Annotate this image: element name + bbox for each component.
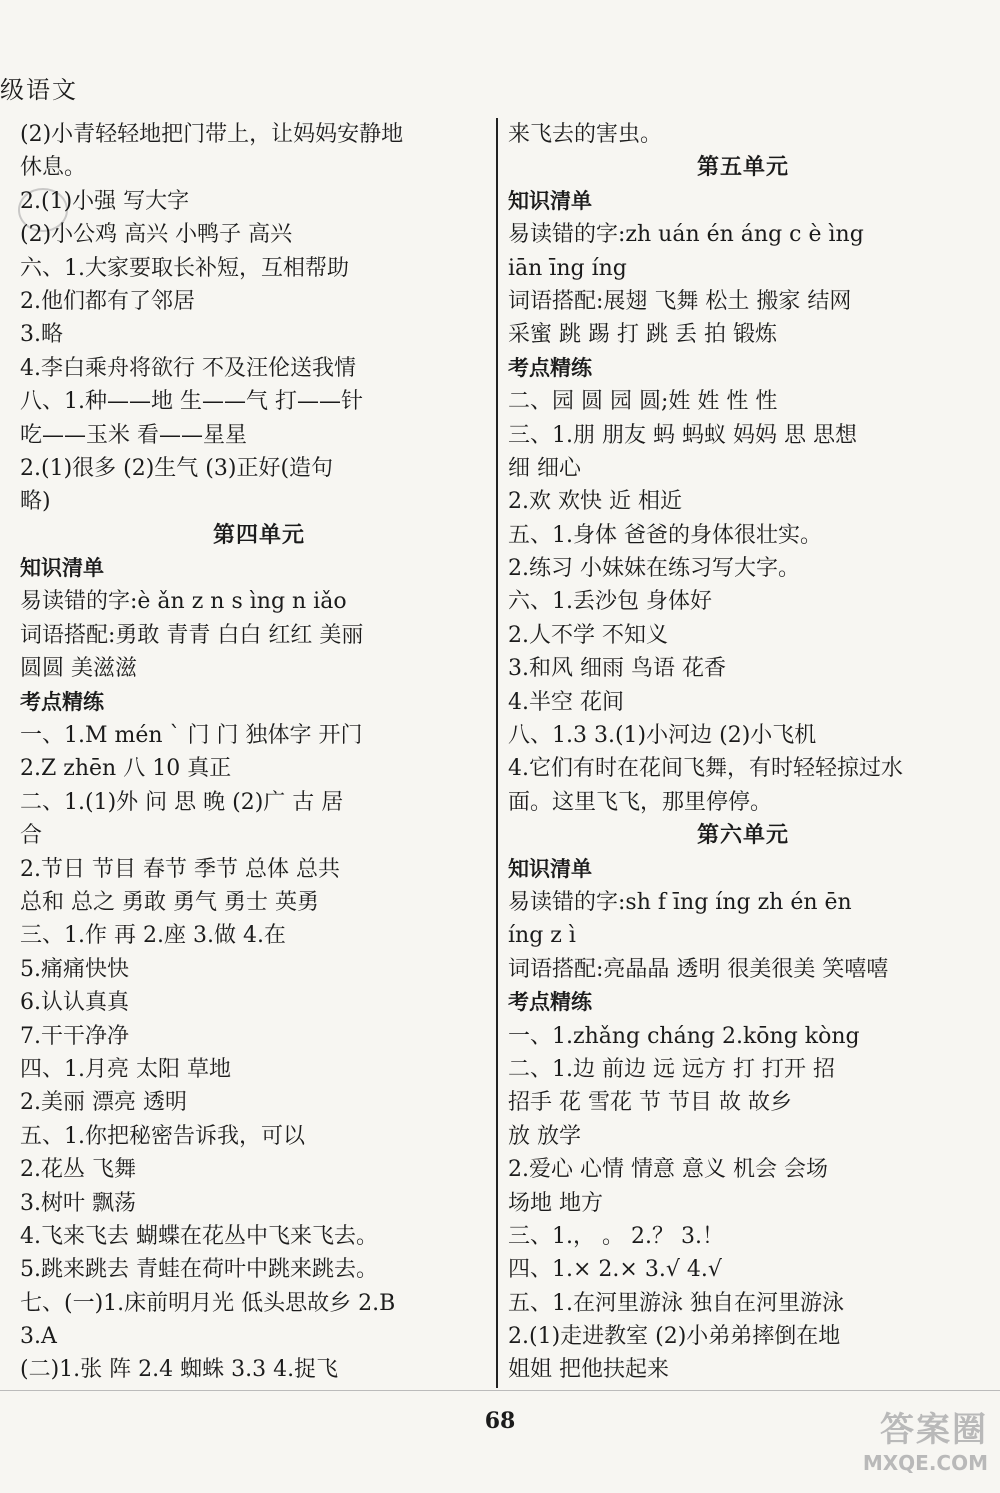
answer-line: 合	[20, 823, 43, 849]
answer-line: 2.(1)走进教室 (2)小弟弟摔倒在地	[508, 1324, 841, 1350]
answer-line: 六、1.丢沙包 身体好	[508, 589, 712, 615]
answer-line: (2)小公鸡 高兴 小鸭子 高兴	[20, 222, 293, 248]
answer-line: 易读错的字:zh uán én áng c è ìng	[508, 222, 864, 248]
answer-line: 休息。	[20, 155, 87, 181]
answer-line: 2.爱心 心情 情意 意义 机会 会场	[508, 1157, 828, 1183]
answer-line: (二)1.张 阵 2.4 蜘蛛 3.3 4.捉飞	[20, 1357, 339, 1383]
column-divider	[496, 118, 498, 1388]
answer-line: 五、1.在河里游泳 独自在河里游泳	[508, 1290, 844, 1316]
answer-line: 词语搭配:勇敢 青青 白白 红红 美丽	[20, 622, 364, 648]
answer-line: 七、(一)1.床前明月光 低头思故乡 2.B	[20, 1290, 396, 1316]
answer-line: 4.半空 花间	[508, 689, 624, 715]
answer-line: 四、1.× 2.× 3.√ 4.√	[508, 1257, 722, 1283]
answer-line: 五、1.身体 爸爸的身体很壮实。	[508, 522, 822, 548]
answer-line: 总和 总之 勇敢 勇气 勇士 英勇	[20, 889, 319, 915]
answer-line: 三、1.， 。 2.？ 3.！	[508, 1223, 724, 1249]
answer-line: 2.他们都有了邻居	[20, 288, 195, 314]
answer-line: 3.略	[20, 322, 63, 348]
answer-line: 2.(1)很多 (2)生气 (3)正好(造句	[20, 455, 334, 481]
answer-line: 来飞去的害虫。	[508, 122, 663, 147]
footer-rule	[0, 1390, 1000, 1391]
answer-line: 六、1.大家要取长补短，互相帮助	[20, 255, 349, 281]
answer-line: 二、园 圆 园 圆;姓 姓 性 性	[508, 389, 778, 415]
answer-line: 4.它们有时在花间飞舞，有时轻轻掠过水	[508, 756, 903, 782]
answer-line: 八、1.3 3.(1)小河边 (2)小飞机	[508, 723, 817, 749]
answer-line: 3.A	[20, 1324, 57, 1350]
unit-heading: 第五单元	[696, 155, 789, 181]
answer-line: 五、1.你把秘密告诉我，可以	[20, 1123, 305, 1149]
answer-line: íng z ì	[508, 923, 576, 949]
answer-line: iān īng íng	[508, 255, 627, 281]
answer-line: 一、1.zhǎng cháng 2.kōng kòng	[508, 1023, 860, 1049]
answer-line: 6.认认真真	[20, 990, 129, 1016]
answer-line: (2)小青轻轻地把门带上，让妈妈安静地	[20, 122, 404, 147]
answer-line: 3.树叶 飘荡	[20, 1190, 136, 1216]
answer-line: 7.干干净净	[20, 1023, 129, 1049]
answer-line: 2.欢 欢快 近 相近	[508, 489, 682, 515]
answer-line: 圆圆 美滋滋	[20, 656, 137, 682]
answer-line: 2.Z zhēn 八 10 真正	[20, 756, 232, 782]
answer-line: 词语搭配:亮晶晶 透明 很美很美 笑嘻嘻	[508, 956, 889, 982]
section-heading: 考点精练	[508, 990, 592, 1015]
answer-line: 八、1.种——地 生——气 打——针	[20, 389, 363, 415]
answer-line: 2.人不学 不知义	[508, 622, 668, 648]
answer-line: 5.痛痛快快	[20, 956, 129, 982]
answer-line: 二、1.(1)外 问 思 晚 (2)广 古 居	[20, 789, 344, 815]
unit-heading: 第六单元	[696, 823, 789, 849]
right-column	[508, 118, 978, 1386]
answer-line: 5.跳来跳去 青蛙在荷叶中跳来跳去。	[20, 1257, 378, 1283]
answer-line: 4.李白乘舟将欲行 不及汪伦送我情	[20, 355, 356, 381]
answer-line: 采蜜 跳 踢 打 跳 丢 拍 锻炼	[508, 322, 777, 348]
answer-line: 场地 地方	[508, 1190, 603, 1216]
section-heading: 知识清单	[508, 188, 592, 213]
page-header: 级语文	[0, 76, 78, 104]
answer-line: 4.飞来飞去 蝴蝶在花丛中飞来飞去。	[20, 1223, 378, 1249]
answer-line: 细 细心	[508, 455, 581, 481]
answer-line: 2.花丛 飞舞	[20, 1157, 136, 1183]
answer-line: 词语搭配:展翅 飞舞 松土 搬家 结网	[508, 288, 852, 314]
answer-line: 二、1.边 前边 远 远方 打 打开 招	[508, 1056, 835, 1082]
answer-line: 面。这里飞飞，那里停停。	[508, 789, 773, 815]
section-heading: 考点精练	[20, 689, 104, 714]
answer-line: 一、1.M mén ˋ 门 门 独体字 开门	[20, 723, 363, 749]
answer-line: 姐姐 把他扶起来	[508, 1357, 669, 1383]
section-heading: 知识清单	[508, 856, 592, 881]
watermark-logo: 答案圈	[880, 1410, 988, 1450]
answer-line: 2.(1)小强 写大字	[20, 188, 190, 214]
watermark	[808, 1402, 988, 1482]
answer-line: 易读错的字:sh f īng íng zh én ēn	[508, 889, 852, 915]
answer-line: 易读错的字:è ǎn z n s ìng n iǎo	[20, 589, 347, 615]
left-column	[20, 118, 498, 1386]
page-number: 68	[484, 1408, 516, 1434]
unit-heading: 第四单元	[212, 522, 305, 548]
answer-line: 3.和风 细雨 鸟语 花香	[508, 656, 726, 682]
answer-line: 四、1.月亮 太阳 草地	[20, 1056, 231, 1082]
answer-line: 2.节日 节目 春节 季节 总体 总共	[20, 856, 340, 882]
section-heading: 考点精练	[508, 355, 592, 380]
answer-line: 招手 花 雪花 节 节目 故 故乡	[508, 1090, 792, 1116]
watermark-url: MXQE.COM	[862, 1451, 988, 1475]
answer-line: 吃——玉米 看——星星	[20, 422, 247, 448]
answer-line: 略)	[20, 489, 51, 515]
answer-line: 三、1.作 再 2.座 3.做 4.在	[20, 923, 286, 949]
section-heading: 知识清单	[20, 556, 104, 581]
answer-line: 放 放学	[508, 1123, 581, 1149]
answer-line: 2.练习 小妹妹在练习写大字。	[508, 556, 800, 582]
answer-line: 三、1.朋 朋友 蚂 蚂蚁 妈妈 思 思想	[508, 422, 857, 448]
answer-line: 2.美丽 漂亮 透明	[20, 1090, 187, 1116]
